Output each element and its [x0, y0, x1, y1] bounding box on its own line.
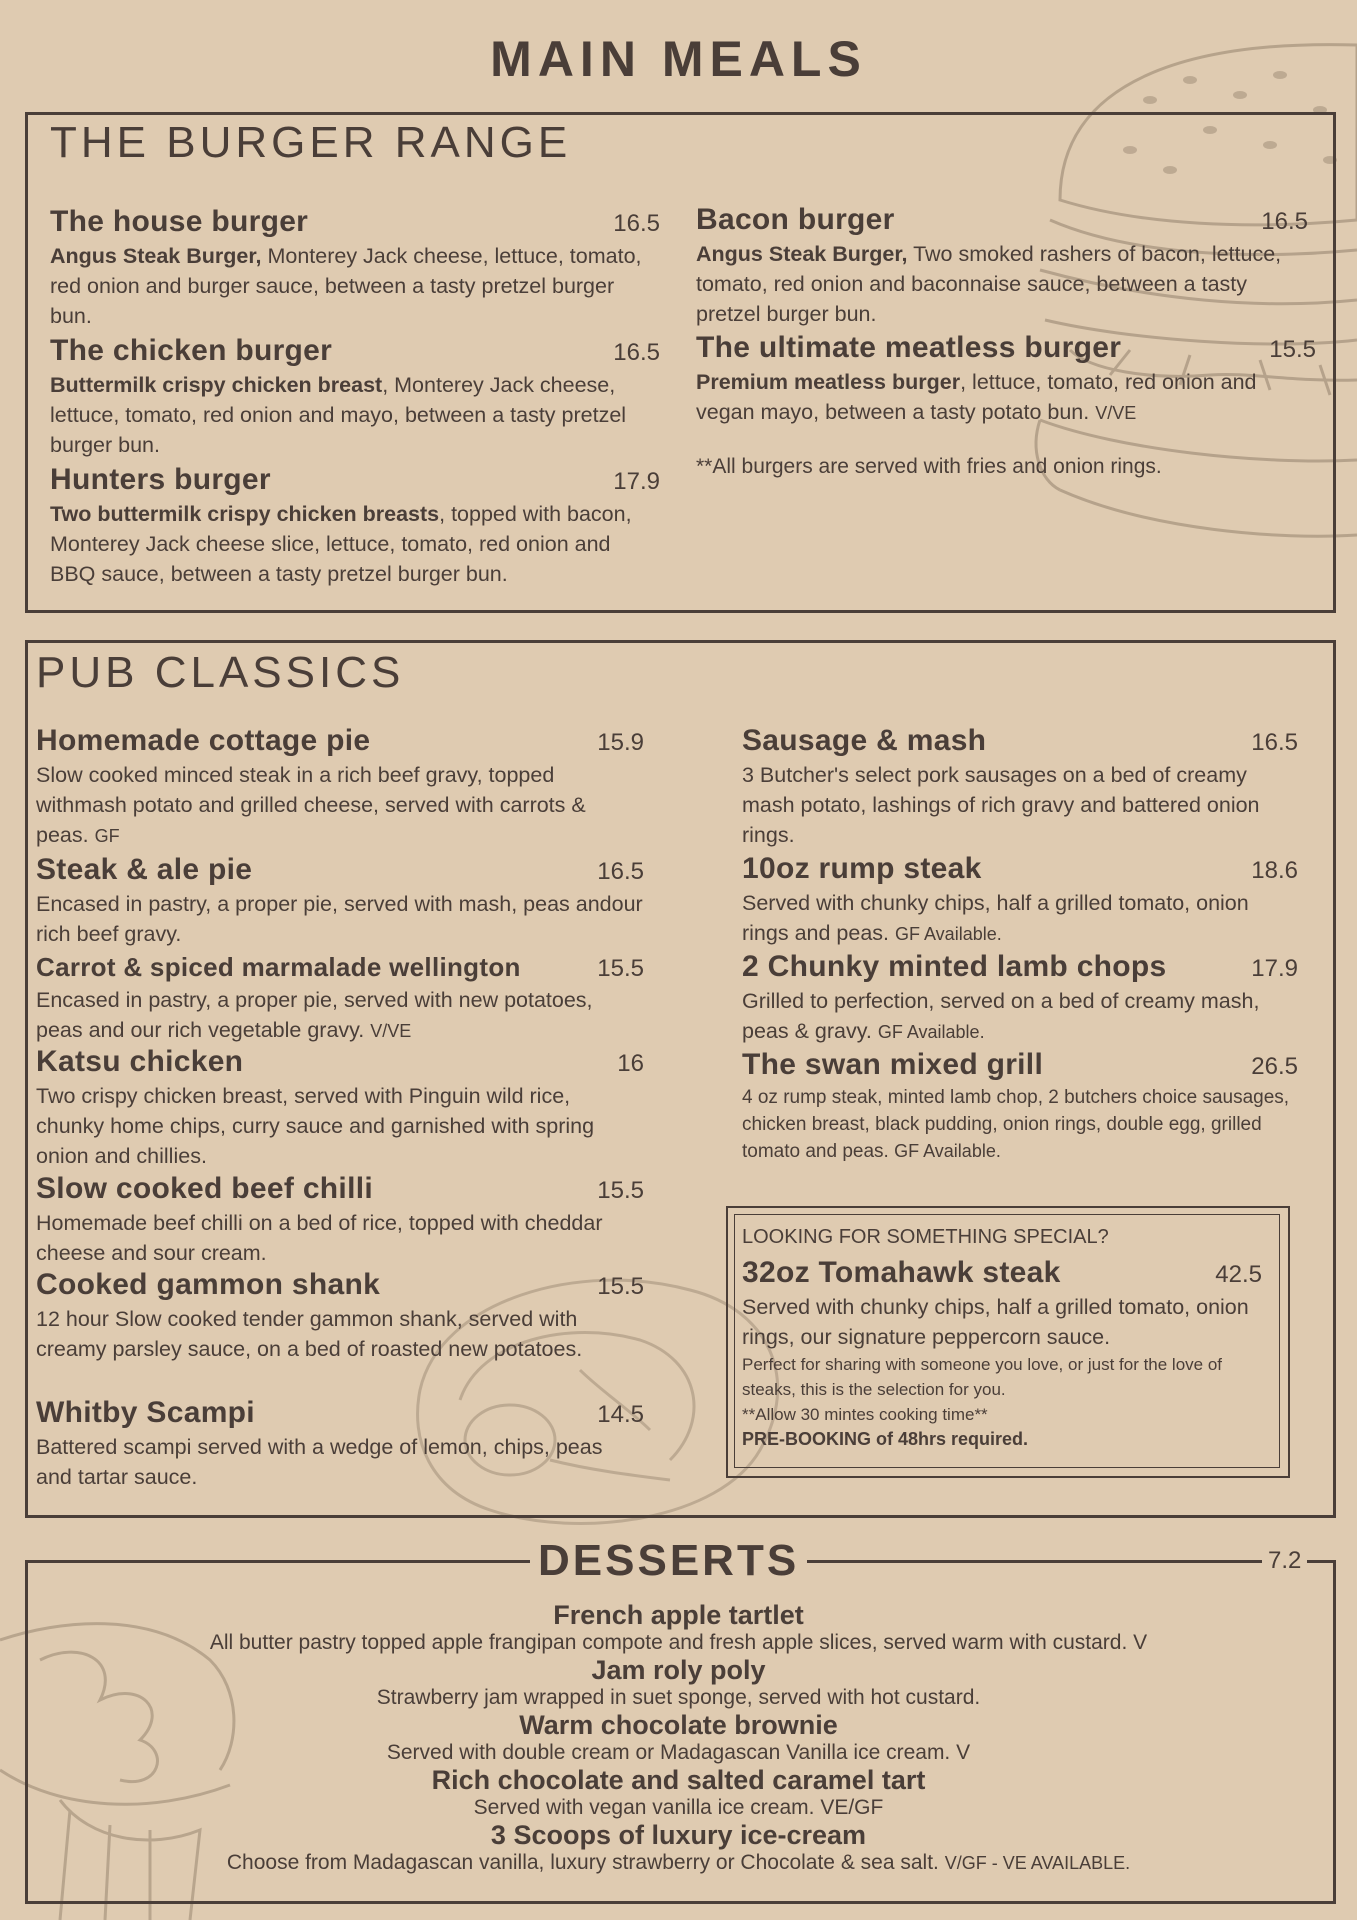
- pub-item: [36, 1172, 644, 1268]
- item-description: , Monterey Jack cheese, lettuce, tomato, red onion and mayo, between a tasty pretzel burger bun.: [50, 373, 627, 457]
- burger-note: **All burgers are served with fries and onion rings.: [696, 455, 1162, 478]
- item-description: , topped with bacon, Monterey Jack cheese slice, lettuce, tomato, red onion and BBQ sauce, between a tasty pretzel burger bun.: [50, 502, 632, 586]
- item-price: 16: [617, 1050, 644, 1077]
- dessert-item: [60, 1765, 1297, 1821]
- item-name: The swan mixed grill: [742, 1048, 1044, 1081]
- burger-range-title: THE BURGER RANGE: [50, 118, 572, 167]
- desserts-title: DESSERTS: [530, 1536, 807, 1586]
- burger-item: [50, 334, 660, 460]
- dessert-name: Rich chocolate and salted caramel tart: [431, 1765, 926, 1795]
- prebook-note: PRE-BOOKING of 48hrs required.: [742, 1429, 1029, 1449]
- item-price: 16.5: [1251, 729, 1298, 756]
- item-description: Slow cooked minced steak in a rich beef gravy, topped withmash potato and grilled cheese, served with carrots & peas.: [36, 763, 586, 847]
- dessert-name: 3 Scoops of luxury ice-cream: [490, 1820, 867, 1850]
- burger-item: [696, 203, 1308, 329]
- item-price: 16.5: [597, 858, 644, 885]
- pub-classics-title: PUB CLASSICS: [36, 648, 405, 697]
- item-name: Cooked gammon shank: [36, 1268, 381, 1301]
- pub-item: [742, 852, 1298, 949]
- item-price: 15.5: [597, 955, 644, 982]
- item-price: 17.9: [613, 468, 660, 495]
- item-name: Katsu chicken: [36, 1045, 244, 1078]
- item-description: Encased in pastry, a proper pie, served with mash, peas andour rich beef gravy.: [36, 892, 643, 946]
- item-highlight: Two buttermilk crispy chicken breasts: [50, 502, 440, 526]
- item-price: 14.5: [597, 1401, 644, 1428]
- item-name: Sausage & mash: [742, 724, 987, 757]
- item-price: 17.9: [1251, 955, 1298, 982]
- item-description: Grilled to perfection, served on a bed of creamy mash, peas & gravy.: [742, 989, 1260, 1043]
- burger-item: [50, 205, 660, 331]
- item-description: 12 hour Slow cooked tender gammon shank, served with creamy parsley sauce, on a bed of roasted new potatoes.: [36, 1307, 583, 1361]
- pub-item: [36, 952, 644, 1046]
- item-highlight: Angus Steak Burger,: [50, 244, 262, 268]
- item-price: 18.6: [1251, 857, 1298, 884]
- item-price: 15.5: [1269, 336, 1316, 363]
- dessert-name: Warm chocolate brownie: [519, 1710, 838, 1740]
- item-price: 16.5: [613, 339, 660, 366]
- item-description: Encased in pastry, a proper pie, served with new potatoes, peas and our rich vegetable gravy.: [36, 988, 593, 1042]
- pub-item: [36, 1045, 644, 1171]
- dessert-description: Choose from Madagascan vanilla, luxury strawberry or Chocolate & sea salt.: [226, 1851, 945, 1874]
- pub-item: [742, 1048, 1298, 1165]
- pub-item: [36, 1396, 644, 1492]
- dessert-item: [60, 1820, 1297, 1876]
- dietary-tag: GF Available.: [895, 924, 1002, 944]
- item-description: 3 Butcher's select pork sausages on a bed of creamy mash potato, lashings of rich gravy and battered onion rings.: [742, 763, 1260, 847]
- item-highlight: Premium meatless burger: [696, 370, 961, 394]
- item-price: 15.5: [597, 1177, 644, 1204]
- dietary-tag: GF Available.: [877, 1022, 985, 1042]
- pub-item: [742, 950, 1298, 1047]
- item-name: 10oz rump steak: [742, 852, 982, 885]
- item-description: Two smoked rashers of bacon, lettuce, tomato, red onion and baconnaise sauce, between a tasty pretzel burger bun.: [696, 242, 1282, 326]
- special-heading: LOOKING FOR SOMETHING SPECIAL?: [742, 1226, 1109, 1248]
- dessert-description: Served with vegan vanilla ice cream. VE/GF: [473, 1796, 884, 1819]
- item-description: , lettuce, tomato, red onion and vegan mayo, between a tasty potato bun.: [696, 370, 1257, 424]
- dessert-description: Served with double cream or Madagascan Vanilla ice cream. V: [386, 1741, 971, 1764]
- item-name: Carrot & spiced marmalade wellington: [36, 952, 521, 982]
- item-name: The house burger: [50, 205, 309, 238]
- item-price: 26.5: [1251, 1053, 1298, 1080]
- item-price: 15.5: [597, 1273, 644, 1300]
- pub-item: [36, 724, 644, 851]
- special-item: [742, 1256, 1262, 1452]
- item-name: Steak & ale pie: [36, 853, 253, 886]
- dessert-description: Strawberry jam wrapped in suet sponge, served with hot custard.: [376, 1686, 981, 1709]
- dessert-description: All butter pastry topped apple frangipan compote and fresh apple slices, served warm with custard. V: [209, 1631, 1148, 1654]
- pub-item: [36, 853, 644, 949]
- item-name: The ultimate meatless burger: [696, 331, 1122, 364]
- dietary-tag: V/VE: [370, 1021, 412, 1041]
- dessert-item: [60, 1655, 1297, 1711]
- dietary-tag: V/VE: [1095, 403, 1137, 423]
- special-name: 32oz Tomahawk steak: [742, 1256, 1061, 1289]
- item-name: Homemade cottage pie: [36, 724, 371, 757]
- pub-item: [36, 1268, 644, 1364]
- item-description: Served with chunky chips, half a grilled tomato, onion rings and peas.: [742, 891, 1249, 945]
- pub-item: [742, 724, 1298, 850]
- item-name: Hunters burger: [50, 463, 271, 496]
- burger-item: [50, 463, 660, 589]
- item-price: 15.9: [597, 729, 644, 756]
- item-description: Two crispy chicken breast, served with Pinguin wild rice, chunky home chips, curry sauce and garnished with spring onion and chillies.: [36, 1084, 595, 1168]
- page-title: MAIN MEALS: [490, 31, 867, 87]
- item-name: The chicken burger: [50, 334, 333, 367]
- dessert-name: Jam roly poly: [591, 1655, 766, 1685]
- dietary-tag: GF Available.: [894, 1141, 1001, 1161]
- item-description: Battered scampi served with a wedge of lemon, chips, peas and tartar sauce.: [36, 1435, 603, 1489]
- burger-item: [696, 331, 1316, 428]
- special-price: 42.5: [1215, 1261, 1262, 1288]
- dessert-item: [60, 1600, 1297, 1656]
- item-name: 2 Chunky minted lamb chops: [742, 950, 1167, 983]
- item-description: Homemade beef chilli on a bed of rice, topped with cheddar cheese and sour cream.: [36, 1211, 603, 1265]
- dessert-item: [60, 1710, 1297, 1766]
- dietary-tag: V/GF - VE AVAILABLE.: [944, 1853, 1131, 1873]
- item-highlight: Buttermilk crispy chicken breast: [50, 373, 383, 397]
- item-name: Slow cooked beef chilli: [36, 1172, 373, 1205]
- item-name: Bacon burger: [696, 203, 895, 236]
- special-description: Served with chunky chips, half a grilled tomato, onion rings, our signature peppercorn sauce.: [742, 1295, 1249, 1349]
- special-cooking-note: **Allow 30 mintes cooking time**: [742, 1405, 988, 1424]
- item-price: 16.5: [1261, 208, 1308, 235]
- item-description: 4 oz rump steak, minted lamb chop, 2 butchers choice sausages, chicken breast, black pudding, onion rings, double egg, grilled tomato and peas.: [742, 1087, 1290, 1162]
- item-name: Whitby Scampi: [36, 1396, 255, 1429]
- item-price: 16.5: [613, 210, 660, 237]
- special-note: Perfect for sharing with someone you love, or just for the love of steaks, this is the selection for you.: [742, 1355, 1223, 1399]
- item-description: Monterey Jack cheese, lettuce, tomato, red onion and burger sauce, between a tasty pretzel burger bun.: [50, 244, 642, 328]
- dessert-name: French apple tartlet: [553, 1600, 804, 1630]
- dietary-tag: GF: [94, 826, 120, 846]
- item-highlight: Angus Steak Burger,: [696, 242, 908, 266]
- desserts-price: 7.2: [1262, 1547, 1307, 1575]
